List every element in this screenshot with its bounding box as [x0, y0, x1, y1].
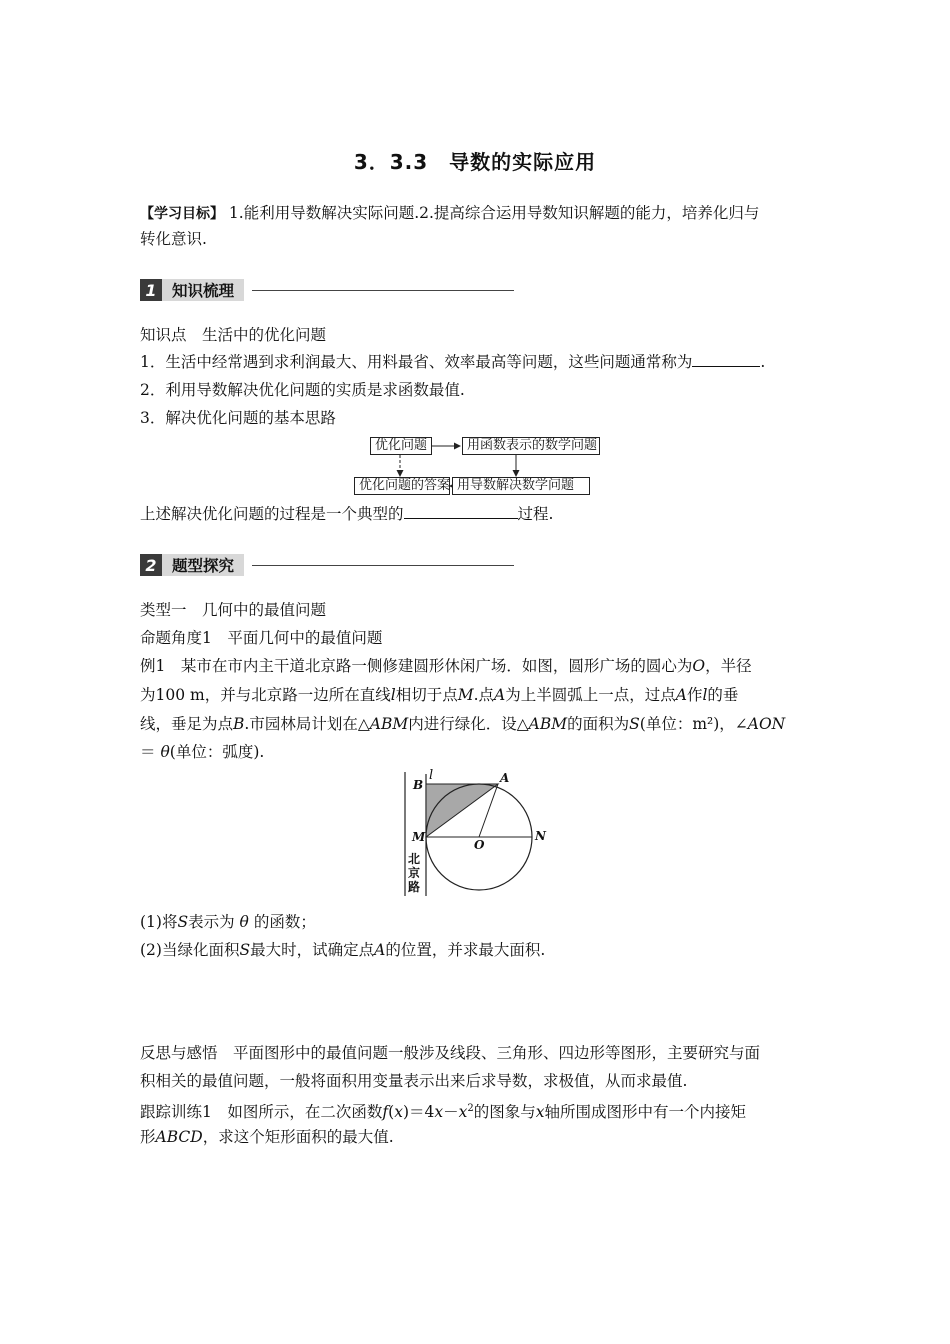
text: .市园林局计划在△: [244, 715, 370, 733]
text: 作: [686, 686, 703, 704]
var-f: f: [382, 1103, 389, 1122]
example-line-1: [140, 656, 752, 676]
example-line-3: [140, 714, 785, 734]
text: .点: [473, 686, 495, 704]
var-ABM: ABM: [369, 715, 409, 733]
text: ，求这个矩形面积的最大值.: [202, 1128, 394, 1146]
text: )＝4: [402, 1103, 435, 1122]
training-line-2: [140, 1127, 394, 1147]
geometry-figure: [395, 770, 555, 898]
page-title: 3．3.3 导数的实际应用: [353, 150, 597, 174]
var-M: M: [457, 686, 474, 704]
var-S: S: [239, 941, 251, 959]
section-title: 知识梳理: [162, 279, 244, 301]
item1-end: .: [760, 353, 766, 371]
section-number: 2: [140, 554, 162, 576]
text: 为100 m，并与北京路一边所在直线: [140, 686, 391, 704]
text: 内进行绿化．设△: [408, 715, 529, 733]
item1-text: 1．生活中经常遇到求利润最大、用料最省、效率最高等问题，这些问题通常称为: [140, 353, 693, 371]
text: 表示为: [188, 913, 235, 931]
label-l: l: [429, 768, 434, 783]
label-B: B: [413, 778, 424, 792]
text: 跟踪训练1 如图所示，在二次函数: [140, 1103, 383, 1122]
var-x: x: [535, 1103, 545, 1122]
shaded-triangle-ABM: [426, 784, 498, 837]
reflection-line-1: 反思与感悟 平面图形中的最值问题一般涉及线段、三角形、四边形等图形，主要研究与面: [140, 1044, 761, 1062]
text: 的位置，并求最大面积.: [385, 941, 546, 959]
summary-text: 上述解决优化问题的过程是一个典型的: [140, 505, 404, 523]
road-label-1: 北: [408, 852, 421, 866]
label-O: O: [474, 838, 485, 852]
text: 的函数；: [253, 913, 316, 931]
text: 例1 某市在市内主干道北京路一侧修建圆形休闲广场．如图，圆形广场的圆心为: [140, 657, 693, 675]
learning-objectives: [140, 203, 759, 224]
objectives-label: 【学习目标】: [140, 206, 224, 222]
var-S: S: [629, 715, 640, 733]
knowledge-item-3: 3．解决优化问题的基本思路: [140, 409, 336, 427]
text: (单位：m²)，∠: [639, 715, 748, 733]
text: 为上半圆弧上一点，过点: [505, 686, 676, 704]
text: 线，垂足为点: [140, 715, 234, 733]
text: 的垂: [707, 686, 739, 704]
text: 轴所围成图形中有一个内接矩: [544, 1103, 747, 1122]
example-line-4: [140, 742, 264, 762]
label-N: N: [535, 829, 546, 843]
text: 最大时，试确定点: [250, 941, 375, 959]
var-A: A: [374, 941, 386, 959]
var-ABM: ABM: [528, 715, 568, 733]
var-x: x: [434, 1103, 444, 1122]
var-x: x: [394, 1103, 403, 1122]
type-heading: 类型一 几何中的最值问题: [140, 601, 327, 619]
flow-box-answer: 优化问题的答案: [354, 477, 450, 495]
var-ABCD: ABCD: [155, 1128, 203, 1146]
knowledge-heading: 知识点 生活中的优化问题: [140, 326, 327, 344]
section-knowledge-header: [140, 279, 514, 301]
example-line-2: [140, 685, 738, 705]
flow-box-optimization: 优化问题: [370, 437, 432, 455]
text: 的图象与: [473, 1103, 536, 1122]
text: ＝: [140, 743, 156, 761]
var-l: l: [390, 686, 396, 704]
objectives-line2: 转化意识.: [140, 230, 207, 248]
var-theta: θ: [239, 913, 249, 931]
training-line-1: [140, 1099, 746, 1122]
angle-heading: 命题角度1 平面几何中的最值问题: [140, 629, 383, 647]
summary-end: 过程.: [517, 505, 554, 523]
section-types-header: [140, 554, 514, 576]
question-2: [140, 940, 545, 960]
section-divider: [252, 290, 514, 291]
road-label-2: 京: [408, 866, 421, 880]
text: －: [443, 1103, 459, 1122]
fill-blank[interactable]: [692, 352, 760, 367]
road-label-3: 路: [408, 880, 421, 894]
text: (单位：弧度).: [169, 743, 265, 761]
label-A: A: [500, 771, 510, 785]
section-number: 1: [140, 279, 162, 301]
flowchart: [352, 436, 602, 496]
var-S: S: [177, 913, 189, 931]
var-B: B: [233, 715, 245, 733]
knowledge-item-1: [140, 352, 765, 372]
text: ，半径: [705, 657, 752, 675]
fill-blank[interactable]: [404, 504, 518, 519]
var-x: x: [458, 1103, 468, 1122]
superscript: 2: [467, 1103, 474, 1114]
var-O: O: [692, 657, 706, 675]
text: 形: [140, 1128, 156, 1146]
var-A: A: [675, 686, 687, 704]
flow-box-function-problem: 用函数表示的数学问题: [462, 437, 600, 455]
reflection-line-2: 积相关的最值问题，一般将面积用变量表示出来后求导数，求极值，从而求最值.: [140, 1072, 688, 1090]
knowledge-item-2: 2．利用导数解决优化问题的实质是求函数最值.: [140, 381, 465, 399]
text: 的面积为: [567, 715, 630, 733]
text: (2)当绿化面积: [140, 941, 240, 959]
knowledge-summary: [140, 504, 553, 524]
text: 相切于点: [395, 686, 458, 704]
section-title: 题型探究: [162, 554, 244, 576]
flow-box-derivative-solve: 用导数解决数学问题: [452, 477, 590, 495]
var-theta: θ: [160, 743, 170, 761]
section-divider: [252, 565, 514, 566]
text: (: [388, 1103, 395, 1122]
label-M: M: [412, 830, 426, 844]
question-1: [140, 912, 316, 932]
var-l: l: [702, 686, 708, 704]
text: (1)将: [140, 913, 178, 931]
var-AON: AON: [747, 715, 786, 733]
var-A: A: [494, 686, 506, 704]
objectives-line1: 1.能利用导数解决实际问题.2.提高综合运用导数知识解题的能力，培养化归与: [224, 204, 760, 222]
